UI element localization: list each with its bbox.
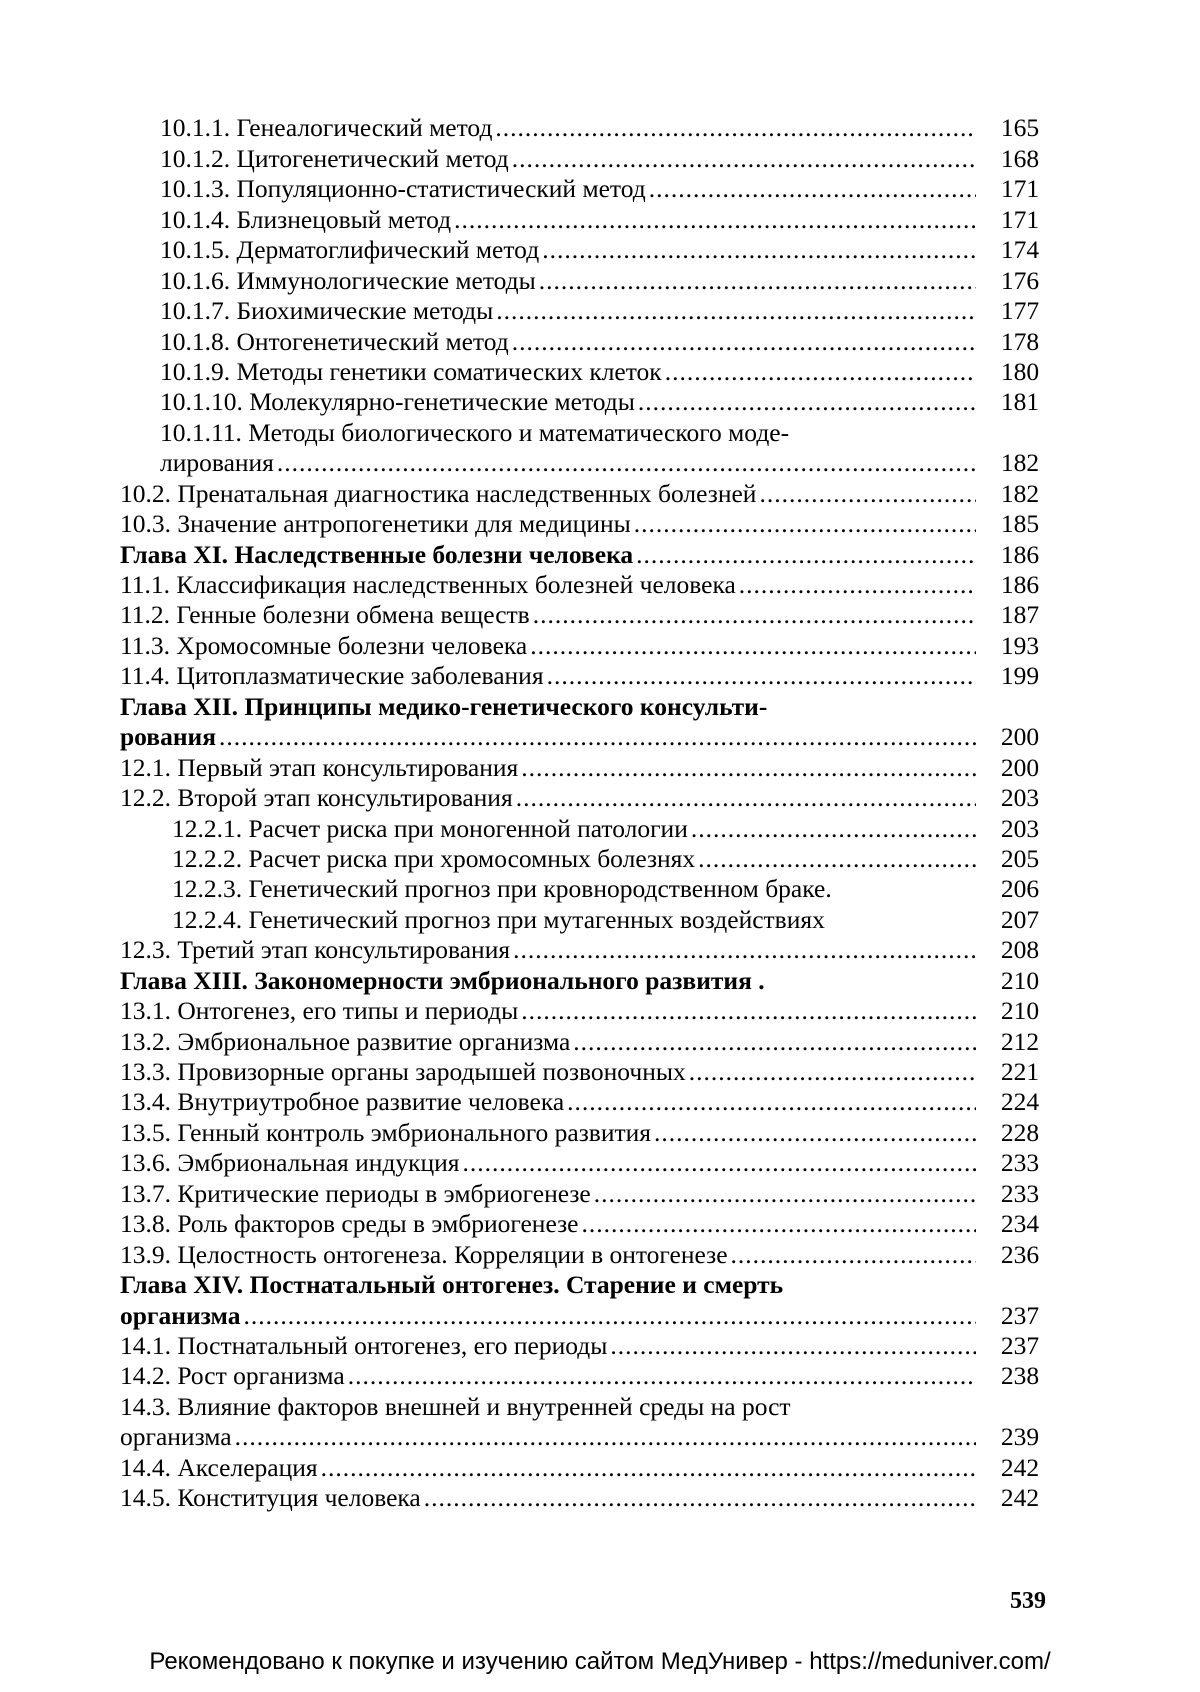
toc-entry: [120, 843, 1060, 873]
toc-entry-page: 168: [1000, 143, 1040, 173]
toc-entry: [120, 690, 1060, 720]
toc-leader-dots: [530, 632, 976, 660]
toc-leader-dots: [731, 1241, 976, 1269]
toc-entry: [120, 447, 1060, 477]
toc-entry-page: 200: [1000, 752, 1040, 782]
toc-entry-page: 203: [1000, 813, 1040, 843]
toc-leader-dots: [348, 1362, 976, 1390]
toc-entry-title: 12.2. Второй этап консультирования: [120, 783, 513, 813]
toc-leader-dots: [759, 480, 976, 508]
table-of-contents: [120, 112, 1060, 1512]
toc-leader-dots: [512, 328, 976, 356]
toc-entry: [120, 112, 1060, 142]
toc-entry: [120, 1056, 1060, 1086]
toc-leader-dots: [219, 723, 976, 751]
toc-entry-title: 10.1.1. Генеалогический метод: [160, 113, 493, 143]
footer-recommendation: Рекомендовано к покупке и изучению сайтом МедУнивер - https://meduniver.com/: [149, 1648, 1051, 1675]
toc-entry-title: 12.2.2. Расчет риска при хромосомных болезнях: [172, 843, 696, 873]
toc-entry: [120, 812, 1060, 842]
toc-entry: [120, 660, 1060, 690]
toc-leader-dots: [533, 601, 976, 629]
toc-entry-page: 236: [1000, 1239, 1040, 1269]
toc-entry-page: 199: [1000, 661, 1040, 691]
toc-leader-dots: [638, 388, 976, 416]
toc-leader-dots: [521, 997, 976, 1025]
toc-entry-title: 11.1. Классификация наследственных болезней человека: [120, 570, 736, 599]
toc-entry: [120, 964, 1060, 994]
toc-entry-page: 186: [1000, 539, 1040, 569]
toc-leader-dots: [649, 175, 976, 203]
toc-leader-dots: [547, 662, 976, 690]
toc-entry-page: 185: [1000, 509, 1040, 539]
toc-leader-dots: [321, 1454, 976, 1482]
toc-entry: [120, 1390, 1060, 1420]
toc-entry: [120, 934, 1060, 964]
toc-entry-title: 14.3. Влияние факторов внешней и внутренней среды на рост: [120, 1391, 791, 1421]
toc-leader-dots: [516, 784, 976, 812]
toc-entry-page: 234: [1000, 1209, 1040, 1239]
toc-entry-page: 180: [1000, 356, 1040, 386]
toc-entry-page: 176: [1000, 265, 1040, 295]
toc-entry-page: 182: [1000, 448, 1040, 478]
toc-leader-dots: [634, 510, 976, 538]
toc-entry: [120, 782, 1060, 812]
toc-entry: [120, 1299, 1060, 1329]
toc-entry: [120, 629, 1060, 659]
toc-entry-title: 10.1.8. Онтогенетический метод: [160, 326, 509, 356]
toc-entry: [120, 1360, 1060, 1390]
toc-entry: [120, 1208, 1060, 1238]
toc-entry-title: 13.9. Целостность онтогенеза. Корреляции в онтогенезе: [120, 1239, 728, 1269]
toc-entry-title: 12.2.1. Расчет риска при моногенной патологии: [172, 813, 688, 843]
toc-entry-title: 12.1. Первый этап консультирования: [120, 752, 519, 782]
toc-leader-dots: [521, 754, 976, 782]
toc-entry-title: Глава XII. Принципы медико-генетического консульти-: [120, 691, 768, 721]
toc-entry-page: 224: [1000, 1087, 1040, 1117]
toc-entry: [120, 508, 1060, 538]
toc-entry-page: 174: [1000, 235, 1040, 265]
toc-entry-title: 10.1.7. Биохимические методы: [160, 296, 494, 326]
toc-entry-page: 228: [1000, 1117, 1040, 1147]
toc-entry: [120, 538, 1060, 568]
toc-entry: [120, 751, 1060, 781]
page-number: 539: [1010, 1588, 1046, 1614]
toc-leader-dots: [496, 297, 976, 325]
toc-entry-title: 12.2.3. Генетический прогноз при кровнородственном браке.: [172, 874, 832, 904]
toc-entry-page: 178: [1000, 326, 1040, 356]
toc-leader-dots: [594, 1180, 976, 1208]
toc-entry-page: 237: [1000, 1330, 1040, 1360]
toc-entry-page: 200: [1000, 722, 1040, 752]
toc-entry: [120, 295, 1060, 325]
toc-entry-page: 210: [1000, 996, 1040, 1026]
toc-entry: [120, 203, 1060, 233]
toc-entry-page: 207: [1000, 904, 1040, 934]
toc-entry: [120, 234, 1060, 264]
toc-entry-title: 12.2.4. Генетический прогноз при мутагенных воздействиях: [172, 904, 825, 934]
toc-leader-dots: [689, 1058, 976, 1086]
toc-entry: [120, 1238, 1060, 1268]
toc-leader-dots: [424, 1484, 976, 1512]
toc-entry: [120, 569, 1060, 599]
toc-entry-title: 12.3. Третий этап консультирования: [120, 935, 511, 965]
toc-entry: [120, 325, 1060, 355]
toc-leader-dots: [243, 1302, 976, 1330]
toc-entry: [120, 1330, 1060, 1360]
toc-leader-dots: [691, 815, 976, 843]
toc-entry: [120, 1147, 1060, 1177]
toc-entry-title: Глава XIII. Закономерности эмбрионального развития .: [120, 965, 765, 995]
toc-entry-page: 171: [1000, 174, 1040, 204]
toc-entry-title: 10.1.10. Молекулярно-генетические методы: [160, 387, 635, 417]
toc-entry-title: 14.2. Рост организма: [120, 1361, 345, 1391]
toc-leader-dots: [567, 1088, 976, 1116]
toc-entry-title: 10.1.5. Дерматоглифический метод: [160, 235, 540, 265]
toc-leader-dots: [654, 1119, 976, 1147]
toc-leader-dots: [463, 1149, 976, 1177]
toc-entry-page: 239: [1000, 1422, 1040, 1452]
toc-entry-page: 165: [1000, 113, 1040, 143]
toc-entry-title: 13.3. Провизорные органы зародышей позвоночных: [120, 1057, 686, 1086]
toc-entry-title: организма: [120, 1300, 241, 1330]
toc-entry-page: 205: [1000, 843, 1040, 873]
toc-entry-title: Глава XIV. Постнатальный онтогенез. Старение и смерть: [120, 1270, 784, 1300]
toc-entry: [120, 416, 1060, 446]
toc-entry: [120, 386, 1060, 416]
toc-entry-title: 10.1.6. Иммунологические методы: [160, 265, 536, 295]
toc-entry-page: 203: [1000, 783, 1040, 813]
toc-entry: [120, 721, 1060, 751]
toc-entry-title: 13.4. Внутриутробное развитие человека: [120, 1087, 565, 1117]
toc-entry: [120, 599, 1060, 629]
toc-entry-title: Глава XI. Наследственные болезни человека: [120, 539, 634, 569]
toc-leader-dots: [610, 1332, 976, 1360]
toc-entry-page: 242: [1000, 1452, 1040, 1482]
toc-leader-dots: [636, 541, 976, 569]
toc-leader-dots: [235, 1423, 976, 1451]
toc-entry-title: 13.1. Онтогенез, его типы и периоды: [120, 996, 519, 1026]
toc-entry-title: 10.1.9. Методы генетики соматических клеток: [160, 356, 662, 386]
toc-entry: [120, 1421, 1060, 1451]
toc-entry: [120, 1086, 1060, 1116]
toc-entry-title: 10.1.4. Близнецовый метод: [160, 204, 452, 234]
toc-entry-page: 212: [1000, 1026, 1040, 1056]
toc-entry: [120, 873, 1060, 903]
toc-entry-title: 11.3. Хромосомные болезни человека: [120, 630, 528, 660]
toc-entry-page: 242: [1000, 1483, 1040, 1513]
toc-entry-page: 171: [1000, 204, 1040, 234]
toc-entry-page: 177: [1000, 296, 1040, 326]
toc-entry-page: 233: [1000, 1148, 1040, 1178]
toc-entry-title: 13.7. Критические периоды в эмбриогенезе: [120, 1178, 591, 1208]
toc-entry: [120, 477, 1060, 507]
toc-entry: [120, 1177, 1060, 1207]
toc-entry-title: лирования: [160, 448, 274, 478]
toc-entry-page: 208: [1000, 935, 1040, 965]
toc-entry: [120, 995, 1060, 1025]
toc-entry-title: рования: [120, 722, 216, 752]
toc-leader-dots: [454, 206, 976, 234]
toc-leader-dots: [542, 236, 976, 264]
toc-entry-title: 10.1.2. Цитогенетический метод: [160, 143, 509, 173]
toc-entry-title: 14.1. Постнатальный онтогенез, его периоды: [120, 1330, 608, 1360]
toc-entry-title: 13.2. Эмбриональное развитие организма: [120, 1026, 571, 1056]
toc-leader-dots: [277, 449, 976, 477]
toc-entry-page: 233: [1000, 1178, 1040, 1208]
toc-entry-title: 10.3. Значение антропогенетики для медицины: [120, 509, 631, 539]
toc-leader-dots: [739, 571, 976, 599]
toc-entry: [120, 1025, 1060, 1055]
toc-entry-page: 193: [1000, 630, 1040, 660]
toc-entry: [120, 142, 1060, 172]
toc-entry-title: 10.1.3. Популяционно-статистический метод: [160, 174, 646, 204]
toc-entry-page: 187: [1000, 600, 1040, 630]
toc-entry-title: 13.5. Генный контроль эмбрионального развития: [120, 1117, 651, 1147]
toc-entry-page: 221: [1000, 1057, 1040, 1086]
toc-entry: [120, 1116, 1060, 1146]
toc-leader-dots: [573, 1028, 976, 1056]
toc-entry-title: 11.2. Генные болезни обмена веществ: [120, 600, 530, 630]
toc-leader-dots: [581, 1210, 976, 1238]
toc-entry: [120, 1269, 1060, 1299]
toc-leader-dots: [513, 936, 976, 964]
toc-leader-dots: [512, 145, 976, 173]
toc-entry-page: 206: [1000, 874, 1040, 904]
toc-entry: [120, 356, 1060, 386]
toc-entry-title: 14.4. Акселерация: [120, 1452, 318, 1482]
toc-entry-page: 210: [1000, 965, 1040, 995]
toc-entry-title: 10.1.11. Методы биологического и математического моде-: [160, 417, 790, 447]
toc-leader-dots: [495, 114, 976, 142]
toc-leader-dots: [665, 358, 976, 386]
toc-entry-page: 182: [1000, 478, 1040, 508]
toc-leader-dots: [698, 845, 976, 873]
toc-entry-page: 186: [1000, 570, 1040, 599]
toc-entry-title: 11.4. Цитоплазматические заболевания: [120, 661, 544, 691]
toc-leader-dots: [539, 267, 976, 295]
toc-entry-title: 13.6. Эмбриональная индукция: [120, 1148, 460, 1178]
toc-entry-title: 10.2. Пренатальная диагностика наследственных болезней: [120, 478, 757, 508]
toc-entry-page: 237: [1000, 1300, 1040, 1330]
toc-entry-title: организма: [120, 1422, 232, 1452]
toc-entry-title: 14.5. Конституция человека: [120, 1483, 421, 1513]
toc-entry: [120, 1451, 1060, 1481]
toc-entry-title: 13.8. Роль факторов среды в эмбриогенезе: [120, 1209, 579, 1239]
toc-entry-page: 238: [1000, 1361, 1040, 1391]
toc-entry: [120, 903, 1060, 933]
toc-entry: [120, 173, 1060, 203]
toc-entry: [120, 1482, 1060, 1512]
toc-entry-page: 181: [1000, 387, 1040, 417]
toc-entry: [120, 264, 1060, 294]
